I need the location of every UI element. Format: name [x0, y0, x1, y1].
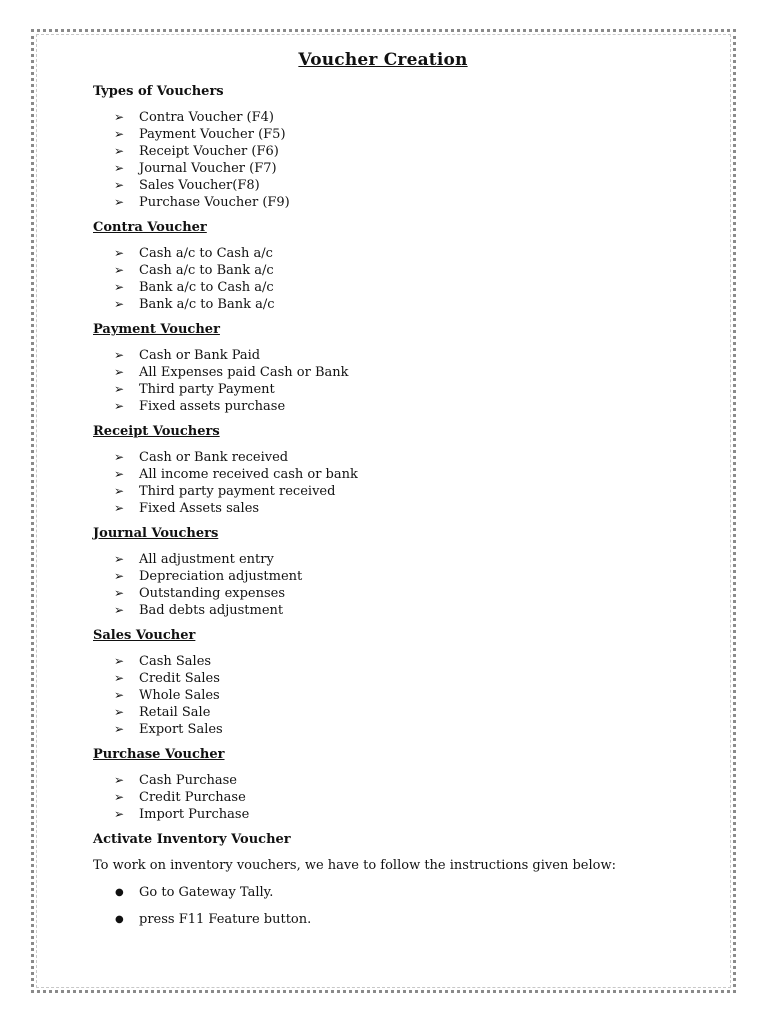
list-item-text: Export Sales [139, 722, 223, 737]
arrow-bullet-icon: ➢ [114, 178, 125, 192]
list-item-text: Payment Voucher (F5) [139, 127, 286, 142]
arrow-bullet-icon: ➢ [114, 552, 125, 566]
section-list [93, 245, 693, 313]
list-item [93, 449, 693, 466]
arrow-bullet-icon: ➢ [114, 790, 125, 804]
inventory-steps-list [93, 884, 693, 928]
page-title: Voucher Creation [298, 50, 468, 70]
list-item [93, 177, 693, 194]
list-item [93, 109, 693, 126]
list-item [93, 262, 693, 279]
arrow-bullet-icon: ➢ [114, 484, 125, 498]
section-heading: Receipt Vouchers [93, 424, 220, 439]
list-item [93, 296, 693, 313]
list-item [93, 245, 693, 262]
arrow-bullet-icon: ➢ [114, 450, 125, 464]
arrow-bullet-icon: ➢ [114, 467, 125, 481]
list-item-text: Credit Purchase [139, 790, 246, 805]
list-item [93, 143, 693, 160]
arrow-bullet-icon: ➢ [114, 586, 125, 600]
list-item [93, 670, 693, 687]
list-item [93, 347, 693, 364]
list-item [93, 126, 693, 143]
section-heading: Contra Voucher [93, 220, 207, 235]
list-item-text: All adjustment entry [139, 552, 274, 567]
voucher-sections [93, 83, 693, 823]
list-item-text: Import Purchase [139, 807, 250, 822]
list-item-text: press F11 Feature button. [139, 912, 312, 927]
list-item [93, 364, 693, 381]
list-item [93, 602, 693, 619]
list-item-text: Third party payment received [139, 484, 336, 499]
list-item [93, 789, 693, 806]
arrow-bullet-icon: ➢ [114, 399, 125, 413]
list-item-text: Cash a/c to Bank a/c [139, 263, 274, 278]
list-item [93, 884, 693, 901]
section-list [93, 347, 693, 415]
list-item-text: Purchase Voucher (F9) [139, 195, 290, 210]
voucher-section [93, 219, 693, 313]
arrow-bullet-icon: ➢ [114, 654, 125, 668]
list-item-text: Whole Sales [139, 688, 220, 703]
list-item-text: Depreciation adjustment [139, 569, 303, 584]
list-item [93, 721, 693, 738]
arrow-bullet-icon: ➢ [114, 246, 125, 260]
section-heading: Types of Vouchers [93, 84, 224, 99]
arrow-bullet-icon: ➢ [114, 195, 125, 209]
arrow-bullet-icon: ➢ [114, 127, 125, 141]
bullet-dot-icon: ● [115, 914, 124, 925]
list-item-text: Cash or Bank received [139, 450, 289, 465]
list-item [93, 500, 693, 517]
list-item-text: Contra Voucher (F4) [139, 110, 274, 125]
section-heading: Payment Voucher [93, 322, 220, 337]
list-item [93, 194, 693, 211]
arrow-bullet-icon: ➢ [114, 280, 125, 294]
voucher-section [93, 83, 693, 211]
list-item-text: Cash Sales [139, 654, 212, 669]
inventory-section [93, 831, 693, 928]
list-item [93, 806, 693, 823]
arrow-bullet-icon: ➢ [114, 688, 125, 702]
list-item-text: Retail Sale [139, 705, 211, 720]
list-item [93, 568, 693, 585]
list-item-text: Go to Gateway Tally. [139, 885, 274, 900]
arrow-bullet-icon: ➢ [114, 110, 125, 124]
list-item [93, 772, 693, 789]
list-item-text: Receipt Voucher (F6) [139, 144, 279, 159]
section-list [93, 551, 693, 619]
list-item-text: Fixed Assets sales [139, 501, 260, 516]
list-item [93, 483, 693, 500]
arrow-bullet-icon: ➢ [114, 722, 125, 736]
arrow-bullet-icon: ➢ [114, 569, 125, 583]
section-list [93, 653, 693, 738]
list-item-text: Third party Payment [139, 382, 275, 397]
document-body [93, 50, 693, 938]
list-item [93, 653, 693, 670]
list-item [93, 911, 693, 928]
list-item [93, 551, 693, 568]
arrow-bullet-icon: ➢ [114, 161, 125, 175]
list-item-text: Cash Purchase [139, 773, 237, 788]
bullet-dot-icon: ● [115, 887, 124, 898]
arrow-bullet-icon: ➢ [114, 603, 125, 617]
list-item-text: Sales Voucher(F8) [139, 178, 260, 193]
arrow-bullet-icon: ➢ [114, 671, 125, 685]
list-item-text: Bad debts adjustment [139, 603, 284, 618]
list-item-text: Outstanding expenses [139, 586, 286, 601]
section-list [93, 772, 693, 823]
list-item-text: All income received cash or bank [139, 467, 358, 482]
list-item [93, 687, 693, 704]
list-item-text: Journal Voucher (F7) [139, 161, 277, 176]
arrow-bullet-icon: ➢ [114, 773, 125, 787]
list-item [93, 398, 693, 415]
list-item [93, 160, 693, 177]
list-item [93, 704, 693, 721]
inventory-heading: Activate Inventory Voucher [93, 832, 291, 847]
voucher-section [93, 746, 693, 823]
list-item [93, 585, 693, 602]
voucher-section [93, 627, 693, 738]
arrow-bullet-icon: ➢ [114, 705, 125, 719]
section-heading: Journal Vouchers [93, 526, 219, 541]
section-list [93, 449, 693, 517]
voucher-section [93, 423, 693, 517]
list-item-text: Fixed assets purchase [139, 399, 286, 414]
list-item-text: Bank a/c to Bank a/c [139, 297, 275, 312]
arrow-bullet-icon: ➢ [114, 144, 125, 158]
section-heading: Sales Voucher [93, 628, 196, 643]
section-list [93, 109, 693, 211]
arrow-bullet-icon: ➢ [114, 365, 125, 379]
list-item [93, 381, 693, 398]
arrow-bullet-icon: ➢ [114, 297, 125, 311]
arrow-bullet-icon: ➢ [114, 348, 125, 362]
arrow-bullet-icon: ➢ [114, 501, 125, 515]
list-item-text: Cash a/c to Cash a/c [139, 246, 273, 261]
list-item [93, 279, 693, 296]
inventory-paragraph: To work on inventory vouchers, we have to follow the instructions given below: [93, 858, 616, 873]
list-item-text: All Expenses paid Cash or Bank [139, 365, 349, 380]
list-item-text: Cash or Bank Paid [139, 348, 261, 363]
list-item [93, 466, 693, 483]
arrow-bullet-icon: ➢ [114, 263, 125, 277]
list-item-text: Credit Sales [139, 671, 220, 686]
arrow-bullet-icon: ➢ [114, 807, 125, 821]
section-heading: Purchase Voucher [93, 747, 225, 762]
list-item-text: Bank a/c to Cash a/c [139, 280, 274, 295]
arrow-bullet-icon: ➢ [114, 382, 125, 396]
voucher-section [93, 321, 693, 415]
voucher-section [93, 525, 693, 619]
